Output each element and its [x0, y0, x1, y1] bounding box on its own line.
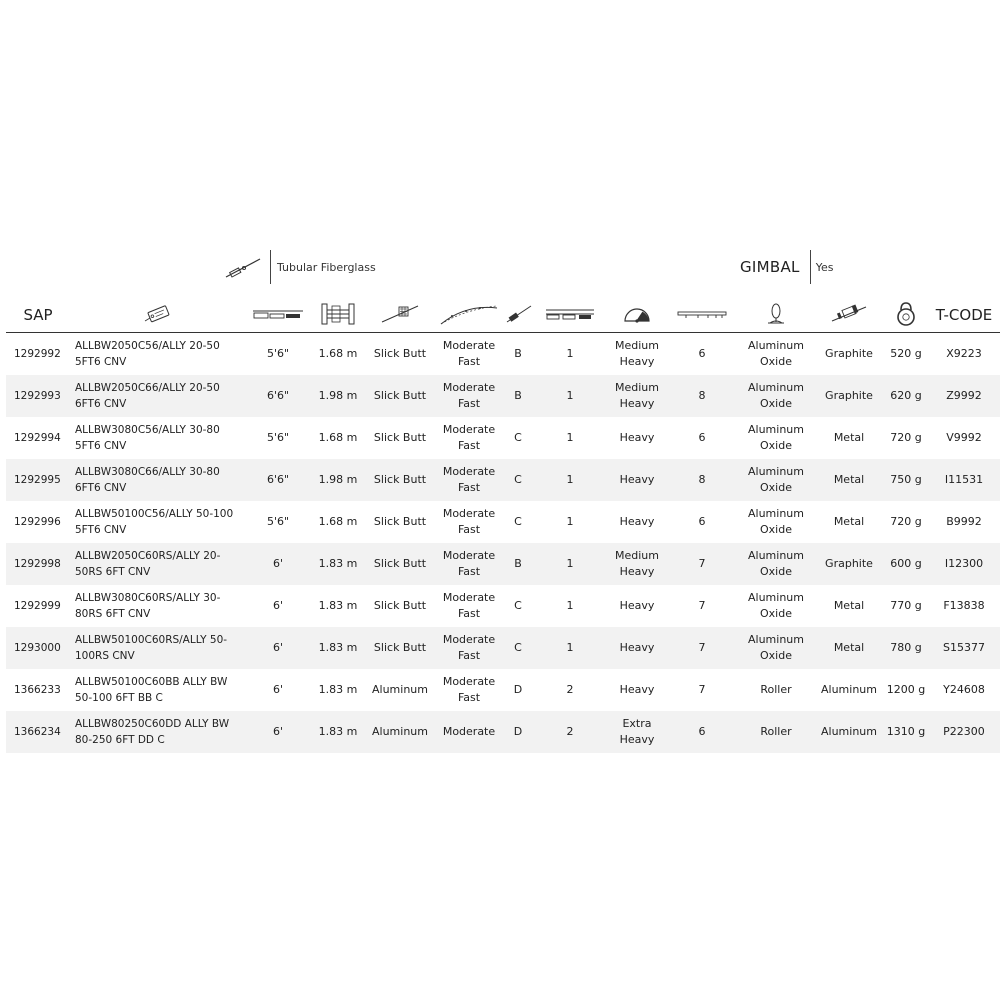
- fiberglass-rod-icon: [222, 252, 264, 282]
- cell-reel-seat: Metal: [833, 515, 865, 528]
- cell-guide-material: Aluminum Oxide: [748, 591, 804, 620]
- cell-guide-material: Aluminum Oxide: [738, 543, 814, 585]
- cell-guides: 6: [698, 347, 706, 360]
- cell-sap: 1292994: [14, 432, 61, 444]
- cell-length: 6'6": [246, 375, 310, 417]
- cell-meters: 1.83 m: [310, 711, 366, 753]
- cell-sap: 1292993: [6, 375, 70, 417]
- cell-casting: Medium Heavy: [608, 375, 666, 417]
- cell-power: C: [514, 431, 522, 444]
- cell-reel-seat: Graphite: [814, 375, 884, 417]
- header-reel-seat: [814, 296, 884, 333]
- cell-length: 6': [246, 711, 310, 753]
- cell-action: Moderate: [434, 711, 504, 753]
- cell-reel-seat: Aluminum: [821, 683, 877, 696]
- cell-casting: Extra Heavy: [608, 711, 666, 753]
- cell-meters: 1.83 m: [318, 683, 358, 696]
- cell-action: Moderate Fast: [442, 423, 496, 452]
- cell-tcode: S15377: [928, 627, 1000, 669]
- cell-weight: 620 g: [884, 375, 928, 417]
- cell-weight: 600 g: [884, 543, 928, 585]
- cell-action: Moderate Fast: [442, 675, 496, 704]
- rod-guides-count-icon: [676, 308, 728, 320]
- header-transport: [310, 296, 366, 333]
- cell-reel-seat: Metal: [833, 431, 865, 444]
- header-guide-material: [738, 296, 814, 333]
- cell-weight: 720 g: [890, 515, 922, 528]
- table-row: [6, 669, 1000, 711]
- cell-guide-material: Aluminum Oxide: [738, 459, 814, 501]
- gimbal-label: GIMBAL: [740, 258, 800, 276]
- cell-butt: Aluminum: [366, 711, 434, 753]
- cell-sap: 1292999: [14, 600, 61, 612]
- rod-casting-weight-icon: [622, 304, 652, 324]
- cell-length: 5'6": [266, 515, 290, 528]
- table-row: [6, 627, 1000, 669]
- cell-length: 6': [246, 543, 310, 585]
- cell-guide-material: Aluminum Oxide: [738, 375, 814, 417]
- cell-weight: 750 g: [884, 459, 928, 501]
- cell-sap: 1366234: [6, 711, 70, 753]
- cell-reel-seat: Graphite: [825, 347, 873, 360]
- header-name: [70, 296, 246, 333]
- table-row: [6, 711, 1000, 753]
- cell-action: Moderate Fast: [442, 591, 496, 620]
- guide-material-icon: [764, 301, 788, 327]
- table-header-row: [6, 296, 1000, 333]
- cell-meters: 1.98 m: [310, 375, 366, 417]
- cell-reel-seat: Metal: [814, 627, 884, 669]
- header-tcode: T-CODE: [928, 296, 1000, 333]
- cell-guide-material: Aluminum Oxide: [748, 423, 804, 452]
- cell-sap: 1292995: [6, 459, 70, 501]
- rod-material-legend: [222, 249, 376, 285]
- cell-sections: 1: [566, 515, 574, 528]
- cell-meters: 1.83 m: [318, 599, 358, 612]
- cell-length: 5'6": [266, 431, 290, 444]
- cell-sections: 1: [532, 459, 608, 501]
- cell-weight: 720 g: [890, 431, 922, 444]
- cell-power: B: [514, 347, 522, 360]
- cell-name: ALLBW2050C60RS/ALLY 20-50RS 6FT CNV: [70, 543, 246, 585]
- rod-specs-table: [6, 296, 1000, 753]
- cell-sap: 1293000: [6, 627, 70, 669]
- cell-length: 6': [246, 627, 310, 669]
- header-power: [504, 296, 532, 333]
- cell-butt: Slick Butt: [373, 599, 427, 612]
- cell-casting: Medium Heavy: [608, 543, 666, 585]
- cell-casting: Medium Heavy: [615, 339, 659, 368]
- table-row: [6, 375, 1000, 417]
- cell-reel-seat: Metal: [833, 599, 865, 612]
- cell-name: ALLBW3080C60RS/ALLY 30-80RS 6FT CNV: [75, 592, 221, 620]
- cell-tcode: B9992: [946, 515, 982, 528]
- header-casting: [608, 296, 666, 333]
- cell-length: 5'6": [266, 347, 290, 360]
- rod-action-icon: [438, 302, 500, 326]
- cell-weight: 770 g: [890, 599, 922, 612]
- cell-tcode: Y24608: [943, 683, 985, 696]
- cell-action: Moderate Fast: [434, 543, 504, 585]
- cell-name: ALLBW50100C60RS/ALLY 50-100RS CNV: [70, 627, 246, 669]
- rod-power-icon: [504, 303, 534, 325]
- cell-name: ALLBW3080C66/ALLY 30-80 6FT6 CNV: [70, 459, 246, 501]
- cell-tcode: F13838: [943, 599, 985, 612]
- table-row: [6, 501, 1000, 543]
- cell-length: 6': [272, 599, 284, 612]
- cell-weight: 520 g: [890, 347, 922, 360]
- cell-action: Moderate Fast: [434, 459, 504, 501]
- cell-tcode: P22300: [928, 711, 1000, 753]
- transport-length-icon: [320, 301, 356, 327]
- table-row: [6, 333, 1000, 376]
- cell-guide-material: Aluminum Oxide: [748, 339, 804, 368]
- cell-sections: 1: [532, 543, 608, 585]
- table-row: [6, 459, 1000, 501]
- cell-guides: 7: [698, 683, 706, 696]
- cell-guide-material: Aluminum Oxide: [748, 507, 804, 536]
- cell-meters: 1.83 m: [310, 543, 366, 585]
- cell-weight: 1310 g: [884, 711, 928, 753]
- cell-butt: Slick Butt: [366, 375, 434, 417]
- cell-butt: Slick Butt: [366, 627, 434, 669]
- cell-name: ALLBW2050C56/ALLY 20-50 5FT6 CNV: [75, 340, 220, 368]
- reel-seat-icon: [829, 302, 869, 326]
- cell-reel-seat: Aluminum: [814, 711, 884, 753]
- material-label: Tubular Fiberglass: [277, 260, 376, 274]
- cell-tcode: V9992: [946, 431, 982, 444]
- cell-action: Moderate Fast: [434, 627, 504, 669]
- header-sections: [532, 296, 608, 333]
- cell-sections: 1: [532, 375, 608, 417]
- gimbal-value: Yes: [815, 260, 834, 274]
- gimbal-legend: [740, 249, 833, 285]
- cell-sap: 1366233: [14, 684, 61, 696]
- cell-tcode: I12300: [928, 543, 1000, 585]
- cell-casting: Heavy: [608, 459, 666, 501]
- cell-sap: 1292996: [14, 516, 61, 528]
- table-body: [6, 333, 1000, 754]
- cell-casting: Heavy: [619, 599, 655, 612]
- cell-action: Moderate Fast: [442, 339, 496, 368]
- cell-tcode: I11531: [928, 459, 1000, 501]
- cell-meters: 1.68 m: [318, 515, 358, 528]
- cell-length: 6': [272, 683, 284, 696]
- cell-name: ALLBW2050C66/ALLY 20-50 6FT6 CNV: [70, 375, 246, 417]
- cell-guide-material: Roller: [738, 711, 814, 753]
- cell-power: B: [504, 375, 532, 417]
- cell-guides: 7: [698, 599, 706, 612]
- cell-weight: 1200 g: [886, 683, 926, 696]
- cell-action: Moderate Fast: [434, 375, 504, 417]
- cell-tcode: Z9992: [928, 375, 1000, 417]
- cell-butt: Slick Butt: [373, 347, 427, 360]
- cell-action: Moderate Fast: [442, 507, 496, 536]
- cell-name: ALLBW3080C56/ALLY 30-80 5FT6 CNV: [75, 424, 220, 452]
- cell-sections: 2: [532, 711, 608, 753]
- cell-guides: 6: [698, 515, 706, 528]
- cell-power: D: [504, 711, 532, 753]
- cell-sections: 1: [566, 431, 574, 444]
- cell-weight: 780 g: [884, 627, 928, 669]
- cell-meters: 1.83 m: [310, 627, 366, 669]
- cell-guides: 8: [666, 459, 738, 501]
- cell-name: ALLBW50100C60BB ALLY BW 50-100 6FT BB C: [75, 676, 228, 704]
- header-guides: [666, 296, 738, 333]
- header-length: [246, 296, 310, 333]
- cell-casting: Heavy: [619, 431, 655, 444]
- weight-kettlebell-icon: [895, 301, 917, 327]
- cell-power: D: [513, 683, 523, 696]
- cell-sap: 1292998: [6, 543, 70, 585]
- cell-sections: 1: [566, 599, 574, 612]
- cell-sap: 1292992: [14, 348, 61, 360]
- cell-power: C: [504, 627, 532, 669]
- cell-guides: 8: [666, 375, 738, 417]
- cell-guide-material: Aluminum Oxide: [738, 627, 814, 669]
- table-row: [6, 543, 1000, 585]
- rod-name-tag-icon: [143, 304, 173, 324]
- table-row: [6, 585, 1000, 627]
- rod-butt-handle-icon: [379, 302, 421, 326]
- cell-sections: 1: [566, 347, 574, 360]
- cell-power: C: [514, 515, 522, 528]
- header-butt: [366, 296, 434, 333]
- table-row: [6, 417, 1000, 459]
- cell-butt: Slick Butt: [373, 431, 427, 444]
- cell-name: ALLBW80250C60DD ALLY BW 80-250 6FT DD C: [70, 711, 246, 753]
- cell-butt: Aluminum: [372, 683, 428, 696]
- cell-butt: Slick Butt: [366, 543, 434, 585]
- cell-guides: 7: [666, 627, 738, 669]
- cell-meters: 1.98 m: [310, 459, 366, 501]
- rod-length-icon: [251, 306, 305, 322]
- cell-casting: Heavy: [608, 627, 666, 669]
- legend-divider: [270, 250, 271, 284]
- cell-butt: Slick Butt: [373, 515, 427, 528]
- cell-casting: Heavy: [619, 683, 655, 696]
- cell-meters: 1.68 m: [318, 347, 358, 360]
- cell-power: C: [514, 599, 522, 612]
- cell-guides: 7: [666, 543, 738, 585]
- rod-sections-icon: [544, 306, 596, 322]
- cell-power: B: [504, 543, 532, 585]
- cell-reel-seat: Graphite: [814, 543, 884, 585]
- cell-guide-material: Roller: [760, 683, 792, 696]
- header-weight: [884, 296, 928, 333]
- cell-reel-seat: Metal: [814, 459, 884, 501]
- cell-power: C: [504, 459, 532, 501]
- cell-sections: 1: [532, 627, 608, 669]
- legend-divider: [810, 250, 811, 284]
- cell-guides: 6: [666, 711, 738, 753]
- cell-tcode: X9223: [946, 347, 982, 360]
- cell-length: 6'6": [246, 459, 310, 501]
- cell-sections: 2: [566, 683, 574, 696]
- cell-butt: Slick Butt: [366, 459, 434, 501]
- header-sap: SAP: [6, 296, 70, 333]
- cell-name: ALLBW50100C56/ALLY 50-100 5FT6 CNV: [75, 508, 234, 536]
- header-action: [434, 296, 504, 333]
- cell-meters: 1.68 m: [318, 431, 358, 444]
- cell-casting: Heavy: [619, 515, 655, 528]
- cell-guides: 6: [698, 431, 706, 444]
